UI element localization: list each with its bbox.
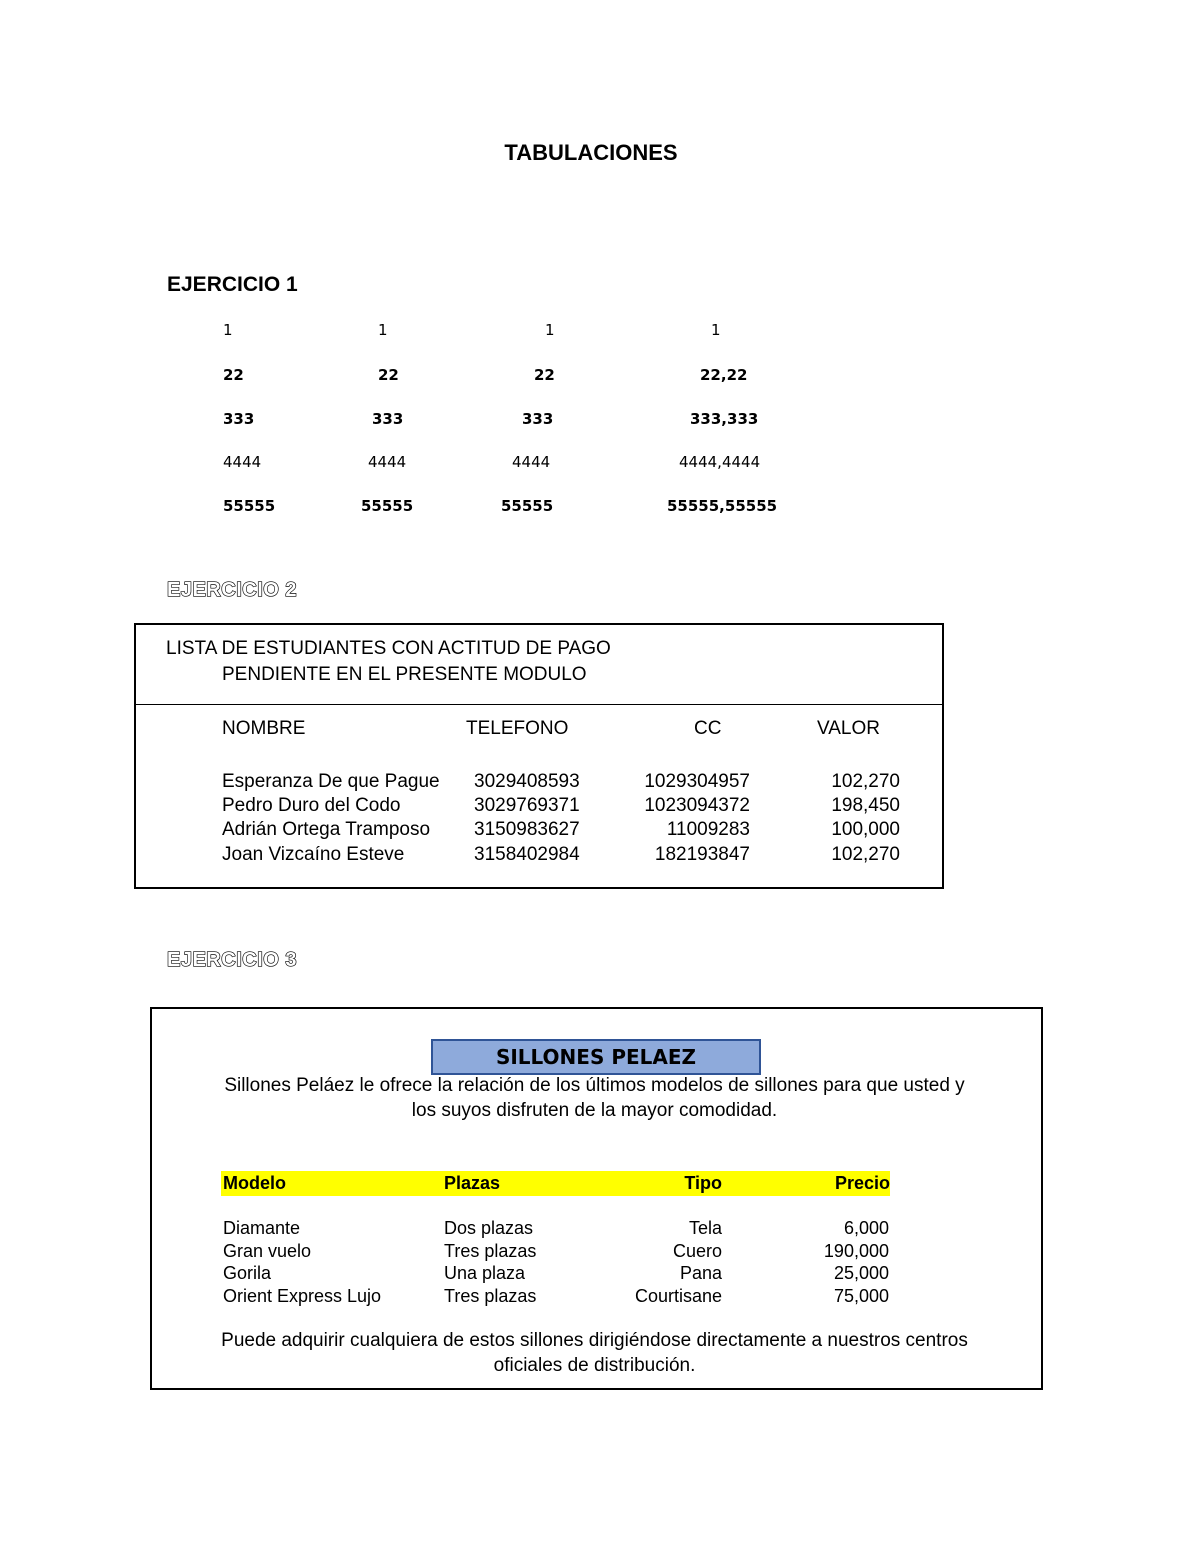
divider bbox=[136, 704, 942, 705]
sillon-precio: 25,000 bbox=[833, 1263, 889, 1283]
student-cc: 182193847 bbox=[654, 844, 750, 865]
student-phone: 3029769371 bbox=[474, 795, 580, 816]
intro-line1: Sillones Peláez le ofrece la relación de los últimos modelos de sillones para que usted y bbox=[224, 1075, 965, 1096]
ex1-cell: 333,333 bbox=[690, 410, 759, 428]
ex1-cell: 55555,55555 bbox=[667, 497, 778, 515]
column-header-tipo: Tipo bbox=[684, 1173, 722, 1193]
ex1-cell: 22 bbox=[534, 366, 555, 384]
student-list-title-line1: LISTA DE ESTUDIANTES CON ACTITUD DE PAGO bbox=[166, 638, 611, 659]
ejercicio-1-heading: EJERCICIO 1 bbox=[167, 273, 298, 296]
student-phone: 3029408593 bbox=[474, 771, 580, 792]
column-header-valor: VALOR bbox=[817, 718, 881, 739]
ex1-cell: 22 bbox=[223, 366, 244, 384]
sillones-banner: SILLONES PELAEZ bbox=[431, 1039, 761, 1075]
column-header-telefono: TELEFONO bbox=[466, 718, 569, 739]
sillon-precio: 75,000 bbox=[833, 1286, 889, 1306]
sillon-modelo: Diamante bbox=[223, 1218, 301, 1238]
student-list-title-line2: PENDIENTE EN EL PRESENTE MODULO bbox=[222, 664, 587, 685]
sillon-plazas: Una plaza bbox=[444, 1263, 526, 1283]
student-phone: 3158402984 bbox=[474, 844, 580, 865]
student-cc: 11009283 bbox=[666, 819, 750, 840]
ex1-cell: 55555 bbox=[361, 497, 414, 515]
ex1-cell: 333 bbox=[372, 410, 404, 428]
ex1-cell: 55555 bbox=[501, 497, 554, 515]
ejercicio-3-heading: EJERCICIO 3 bbox=[167, 949, 297, 971]
sillon-modelo: Orient Express Lujo bbox=[223, 1286, 382, 1306]
ejercicio-2-heading: EJERCICIO 2 bbox=[167, 579, 297, 601]
sillon-precio: 190,000 bbox=[823, 1241, 889, 1261]
ex1-cell: 4444 bbox=[368, 453, 407, 471]
column-header-cc: CC bbox=[694, 718, 722, 739]
footer-line2: oficiales de distribución. bbox=[493, 1355, 696, 1376]
student-name: Esperanza De que Pague bbox=[222, 771, 440, 792]
column-header-plazas: Plazas bbox=[444, 1173, 501, 1193]
student-valor: 102,270 bbox=[831, 771, 900, 792]
sillon-plazas: Tres plazas bbox=[444, 1241, 537, 1261]
ex1-cell: 333 bbox=[223, 410, 255, 428]
student-name: Joan Vizcaíno Esteve bbox=[222, 844, 405, 865]
ex1-cell: 1 bbox=[223, 321, 233, 339]
sillon-tipo: Cuero bbox=[672, 1241, 722, 1261]
footer-line1: Puede adquirir cualquiera de estos sillones dirigiéndose directamente a nuestros centros bbox=[221, 1330, 968, 1351]
student-valor: 102,270 bbox=[831, 844, 900, 865]
student-name: Pedro Duro del Codo bbox=[222, 795, 401, 816]
student-valor: 100,000 bbox=[831, 819, 900, 840]
ex1-cell: 22,22 bbox=[700, 366, 748, 384]
ex1-cell: 1 bbox=[711, 321, 721, 339]
ex1-cell: 1 bbox=[545, 321, 555, 339]
column-header-precio: Precio bbox=[834, 1173, 890, 1193]
ex1-cell: 4444,4444 bbox=[679, 453, 761, 471]
sillon-precio: 6,000 bbox=[843, 1218, 889, 1238]
page-title: TABULACIONES bbox=[504, 140, 678, 165]
student-cc: 1023094372 bbox=[644, 795, 750, 816]
sillon-tipo: Pana bbox=[679, 1263, 722, 1283]
column-header-modelo: Modelo bbox=[223, 1173, 286, 1193]
intro-line2: los suyos disfruten de la mayor comodidad. bbox=[411, 1100, 778, 1121]
sillon-modelo: Gran vuelo bbox=[223, 1241, 312, 1261]
column-header-nombre: NOMBRE bbox=[222, 718, 306, 739]
ex1-cell: 22 bbox=[378, 366, 399, 384]
sillon-plazas: Dos plazas bbox=[444, 1218, 534, 1238]
ex1-cell: 55555 bbox=[223, 497, 276, 515]
sillon-tipo: Tela bbox=[688, 1218, 722, 1238]
student-name: Adrián Ortega Tramposo bbox=[222, 819, 431, 840]
ex1-cell: 333 bbox=[522, 410, 554, 428]
student-valor: 198,450 bbox=[831, 795, 900, 816]
ex1-cell: 4444 bbox=[512, 453, 551, 471]
student-cc: 1029304957 bbox=[644, 771, 750, 792]
sillon-plazas: Tres plazas bbox=[444, 1286, 537, 1306]
student-phone: 3150983627 bbox=[474, 819, 580, 840]
ex1-cell: 4444 bbox=[223, 453, 262, 471]
sillon-modelo: Gorila bbox=[223, 1263, 272, 1283]
sillon-tipo: Courtisane bbox=[634, 1286, 722, 1306]
ex1-cell: 1 bbox=[378, 321, 388, 339]
